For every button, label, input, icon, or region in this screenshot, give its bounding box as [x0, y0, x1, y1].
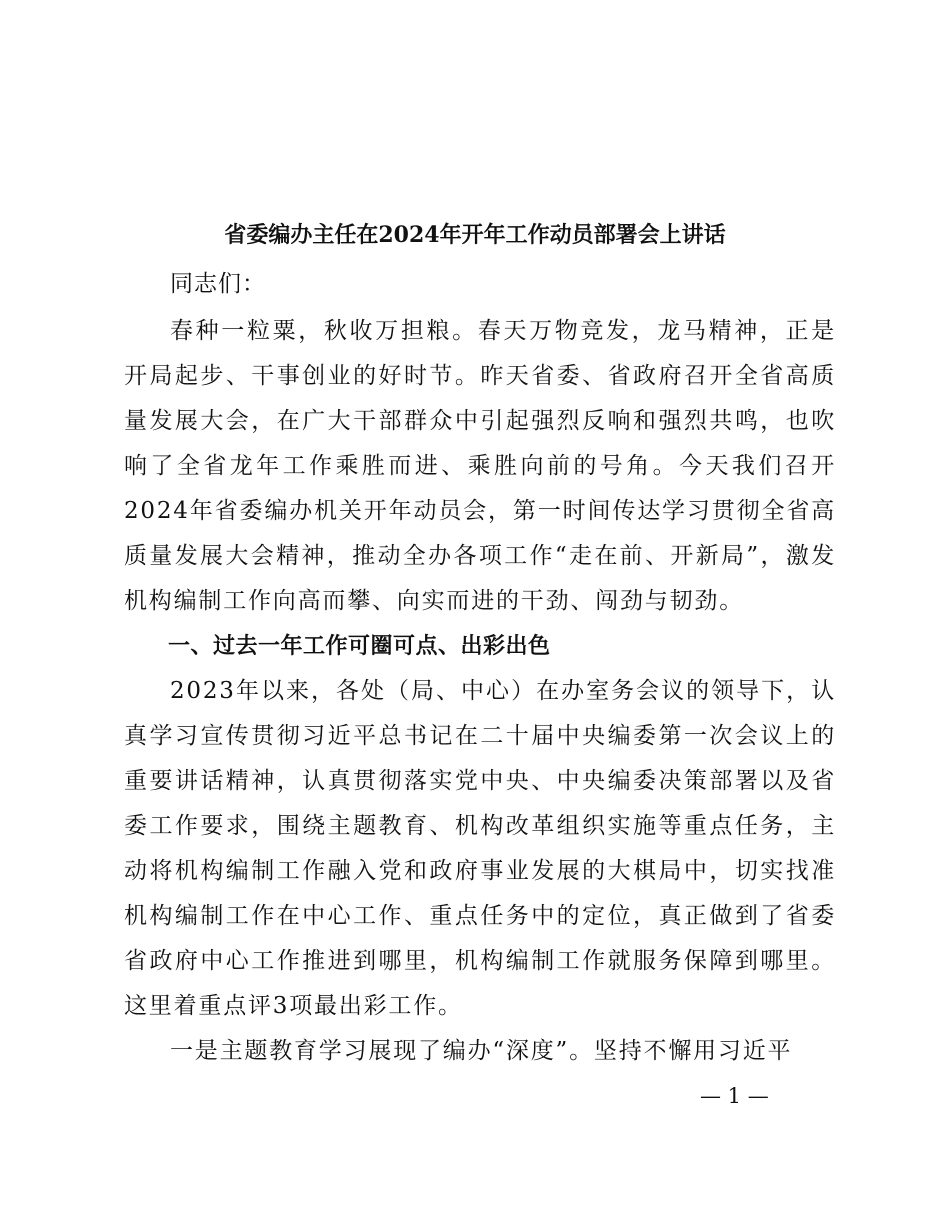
salutation: 同志们：: [170, 271, 266, 297]
paragraph-section-1: 2023年以来，各处（局、中心）在办室务会议的领导下，认真学习宣传贯彻习近平总书记在二十届中央编委第一次会议上的重要讲话精神，认真贯彻落实党中央、中央编委决策部署以及省委工作要求，围绕主题教育、机构改革组织实施等重点任务，主动将机构编制工作融入党和政府事业发展的大棋局中，切实找准机构编制工作在中心工作、重点任务中的定位，真正做到了省委省政府中心工作推进到哪里，机构编制工作就服务保障到哪里。这里着重点评3项最出彩工作。: [124, 678, 836, 1019]
paragraph-intro: 春种一粒粟，秋收万担粮。春天万物竞发，龙马精神，正是开局起步、干事创业的好时节。昨天省委、省政府召开全省高质量发展大会，在广大干部群众中引起强烈反响和强烈共鸣，也吹响了全省龙年工作乘胜而进、乘胜向前的号角。今天我们召开2024年省委编办机关开年动员会，第一时间传达学习贯彻全省高质量发展大会精神，推动全办各项工作“走在前、开新局”，激发机构编制工作向高而攀、向实而进的干劲、闯劲与韧劲。: [124, 318, 836, 614]
document-title: 省委编办主任在2024年开年工作动员部署会上讲话: [224, 222, 726, 248]
paragraph-section-2: 一是主题教育学习展现了编办“深度”。坚持不懈用习近平: [170, 1038, 793, 1064]
section-heading: 一、过去一年工作可圈可点、出彩出色: [168, 634, 551, 659]
document-body: [124, 262, 836, 1074]
page-number: — 1 —: [700, 1084, 769, 1108]
